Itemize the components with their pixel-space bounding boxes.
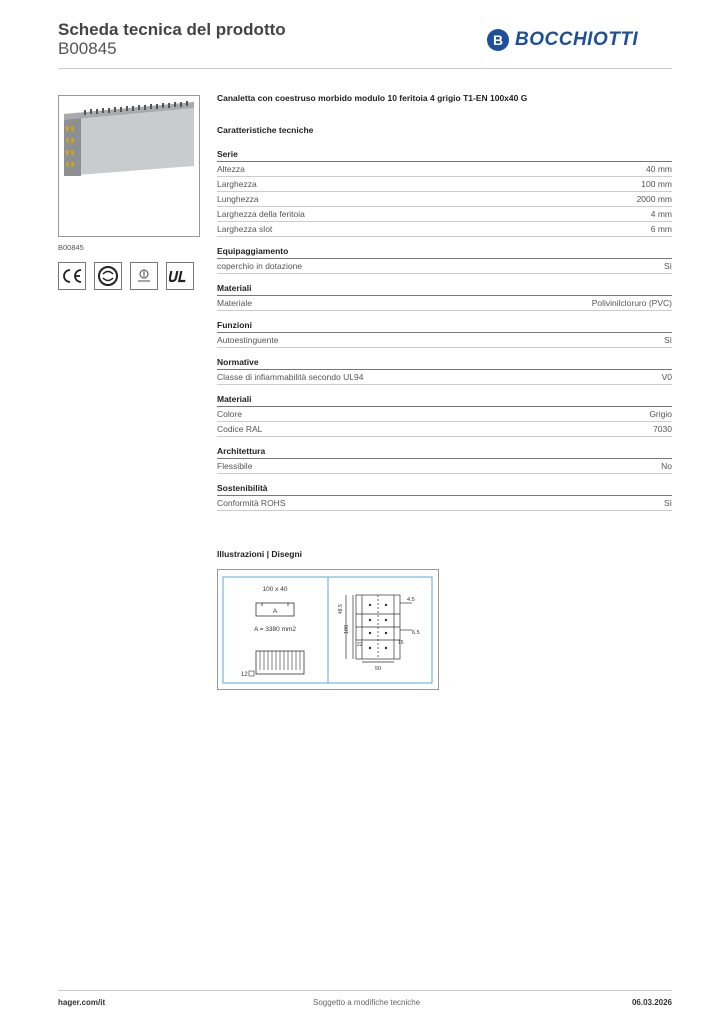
spec-section <box>217 481 672 511</box>
footer-divider <box>58 990 672 991</box>
spec-section <box>217 355 672 385</box>
section-title: Serie <box>217 147 672 162</box>
spec-label: Larghezza della feritoia <box>217 209 305 219</box>
spec-row <box>217 192 672 207</box>
pitch-label: 12 <box>241 672 248 678</box>
spec-row <box>217 162 672 177</box>
height-top-dim-label: 48.5 <box>338 604 344 614</box>
area-label: A = 3380 mm2 <box>253 626 297 633</box>
imq-icon <box>130 262 158 290</box>
spec-section <box>217 281 672 311</box>
spec-value: 6 mm <box>650 224 672 234</box>
spec-label: Larghezza <box>217 179 257 189</box>
width-dim-label: 50 <box>374 666 382 672</box>
spec-label: Classe di infiammabilità secondo UL94 <box>217 372 364 382</box>
brand-logo <box>486 28 638 52</box>
product-code: B00845 <box>58 39 117 58</box>
section-title: Materiali <box>217 281 672 296</box>
bottom-dim-label: 22 <box>357 642 363 648</box>
spec-sections <box>217 147 672 511</box>
spec-label: Colore <box>217 409 243 419</box>
brand-name: BOCCHIOTTI <box>515 29 639 50</box>
slot2-dim-label: 6.5 <box>412 630 420 636</box>
product-title: Canaletta con coestruso morbido modulo 10 feritoia 4 grigio T1-EN 100x40 G <box>217 93 528 103</box>
certification-marks <box>58 262 194 290</box>
slot-dim-label: 4.5 <box>407 597 415 603</box>
spec-row <box>217 459 672 474</box>
specifications <box>217 93 672 518</box>
section-label: A <box>272 608 278 615</box>
ce-mark-icon <box>58 262 86 290</box>
spec-value: 7030 <box>653 424 672 434</box>
spec-value: No <box>661 461 672 471</box>
illustrations-title: Illustrazioni | Disegni <box>217 549 303 559</box>
spec-value: 100 mm <box>641 179 672 189</box>
spec-value: Polivinilcloruro (PVC) <box>591 298 672 308</box>
spec-row <box>217 222 672 237</box>
height-dim-label: 100 <box>344 624 350 634</box>
spec-value: 2000 mm <box>636 194 672 204</box>
section-title: Materiali <box>217 392 672 407</box>
spec-label: Altezza <box>217 164 245 174</box>
spec-row <box>217 407 672 422</box>
cable-duct-illustration <box>59 96 199 236</box>
spec-section <box>217 318 672 348</box>
spec-value: Grigio <box>649 409 672 419</box>
page-title: Scheda tecnica del prodotto <box>58 20 286 39</box>
spec-section <box>217 392 672 437</box>
ul-recognized-icon <box>166 262 194 290</box>
size-label: 100 x 40 <box>262 586 288 593</box>
spec-label: Autoestinguente <box>217 335 279 345</box>
section-title: Equipaggiamento <box>217 244 672 259</box>
spec-label: Lunghezza <box>217 194 259 204</box>
spec-section <box>217 444 672 474</box>
footer-date: 06.03.2026 <box>631 998 672 1007</box>
spec-value: Sì <box>663 261 672 271</box>
spec-value: V0 <box>661 372 672 382</box>
technical-drawing <box>217 569 439 690</box>
csa-icon <box>94 262 122 290</box>
bocchiotti-logo-icon <box>486 28 510 52</box>
drawing-canvas <box>218 570 438 689</box>
section-title: Normative <box>217 355 672 370</box>
spec-value: Sì <box>663 498 672 508</box>
header-divider <box>58 68 672 69</box>
image-caption: B00845 <box>58 243 84 252</box>
spec-section <box>217 244 672 274</box>
spec-label: Conformità ROHS <box>217 498 286 508</box>
section-title: Funzioni <box>217 318 672 333</box>
spec-value: Sì <box>663 335 672 345</box>
spec-row <box>217 333 672 348</box>
spec-row <box>217 370 672 385</box>
spec-label: Flessibile <box>217 461 253 471</box>
spec-label: Larghezza slot <box>217 224 273 234</box>
spec-row <box>217 296 672 311</box>
spec-row <box>217 496 672 511</box>
spec-row <box>217 259 672 274</box>
spec-row <box>217 207 672 222</box>
spec-label: coperchio in dotazione <box>217 261 303 271</box>
product-image <box>58 95 200 237</box>
spec-row <box>217 422 672 437</box>
spec-value: 4 mm <box>650 209 672 219</box>
specs-heading: Caratteristiche tecniche <box>217 125 314 135</box>
spec-value: 40 mm <box>646 164 672 174</box>
spec-section <box>217 147 672 237</box>
footer-note: Soggetto a modifiche tecniche <box>313 998 421 1007</box>
section-title: Architettura <box>217 444 672 459</box>
side-dim-label: 15 <box>398 640 404 646</box>
spec-label: Materiale <box>217 298 252 308</box>
spec-label: Codice RAL <box>217 424 263 434</box>
footer-website[interactable]: hager.com/it <box>58 998 106 1007</box>
svg-text:B: B <box>492 32 504 48</box>
section-title: Sostenibilità <box>217 481 672 496</box>
spec-row <box>217 177 672 192</box>
